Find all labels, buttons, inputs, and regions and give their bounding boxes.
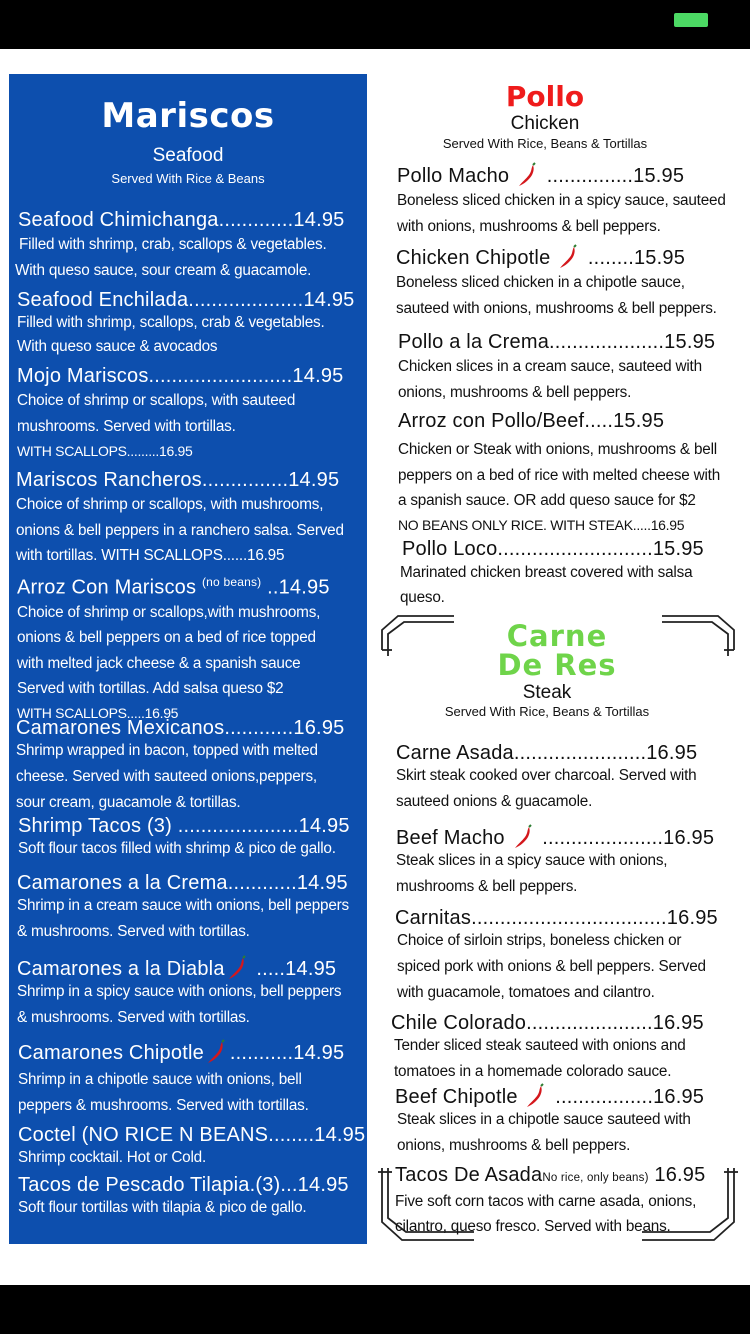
item-desc: queso. — [400, 589, 445, 606]
item-desc: Steak slices in a spicy sauce with onions, — [396, 852, 668, 869]
item-name-row — [396, 824, 714, 850]
item-desc: onions, mushrooms & bell peppers. — [398, 383, 632, 401]
mariscos-note: Served With Rice & Beans — [111, 171, 265, 186]
carne-subtitle: Steak — [522, 682, 572, 703]
item-name-row — [396, 244, 717, 270]
item-name: Tacos de Pescado Tilapia.(3)...14.95 — [18, 1174, 349, 1196]
item-name: Pollo a la Crema....................15.95 — [398, 331, 716, 353]
item-desc: onions & bell peppers on a bed of rice topped — [17, 629, 316, 647]
item-desc: Tender sliced steak sauteed with onions and — [394, 1037, 686, 1054]
item-desc: with tortillas. WITH SCALLOPS......16.95 — [16, 547, 285, 564]
item-name: Shrimp Tacos (3) .....................14.95 — [18, 815, 350, 837]
carne-title-line2: De Res — [497, 648, 617, 682]
item-desc: mushrooms. Served with tortillas. — [17, 417, 236, 435]
mariscos-title: Mariscos — [101, 96, 275, 136]
item-desc: with melted jack cheese & a spanish sauce — [17, 654, 301, 672]
menu-item — [16, 716, 344, 815]
item-desc: Skirt steak cooked over charcoal. Served with — [396, 767, 697, 784]
item-desc: Served with tortillas. Add salsa queso $2 — [17, 680, 284, 698]
item-desc: & mushrooms. Served with tortillas. — [17, 1009, 250, 1026]
menu-item — [395, 1083, 704, 1159]
item-name: Chile Colorado......................16.95 — [391, 1012, 704, 1034]
item-name: Arroz Con Mariscos — [17, 576, 197, 599]
battery-icon — [674, 13, 708, 27]
item-name: Camarones a la Crema............14.95 — [17, 872, 348, 894]
item-desc: with onions, mushrooms & bell peppers. — [397, 217, 661, 235]
item-extra: NO BEANS ONLY RICE. WITH STEAK.....16.95 — [398, 516, 685, 533]
carne-note: Served With Rice, Beans & Tortillas — [444, 704, 650, 719]
item-name-row — [17, 955, 341, 981]
menu-item — [17, 955, 341, 1031]
menu-item — [395, 1163, 705, 1240]
pollo-title: Pollo — [505, 80, 585, 113]
item-price: .....................16.95 — [536, 827, 715, 849]
menu-item — [396, 741, 697, 815]
item-name: Mariscos Rancheros...............14.95 — [16, 469, 340, 491]
item-price: .....14.95 — [250, 958, 337, 980]
item-desc: spiced pork with onions & bell peppers. Served — [397, 958, 706, 975]
chili-pepper-icon — [558, 244, 580, 270]
menu-item — [17, 871, 349, 945]
menu-item — [15, 208, 345, 283]
chili-pepper-icon — [517, 162, 539, 188]
menu-page — [0, 49, 750, 1285]
menu-item — [395, 906, 718, 1005]
item-desc: mushrooms & bell peppers. — [396, 878, 578, 895]
chili-pepper-icon — [206, 1039, 228, 1065]
item-name: Pollo Macho — [397, 165, 510, 187]
item-desc: Marinated chicken breast covered with salsa — [400, 564, 693, 581]
item-desc: onions & bell peppers in a ranchero salsa. Served — [16, 521, 344, 539]
item-desc: Filled with shrimp, scallops, crab & vegetables. — [17, 314, 325, 331]
item-desc: Choice of sirloin strips, boneless chicken or — [397, 932, 682, 949]
item-desc: sour cream, guacamole & tortillas. — [16, 793, 241, 811]
item-desc: peppers & mushrooms. Served with tortillas. — [18, 1096, 309, 1114]
item-price: ...............15.95 — [541, 165, 685, 187]
item-desc: tomatoes in a homemade colorado sauce. — [394, 1063, 672, 1080]
item-desc: With queso sauce & avocados — [17, 338, 218, 355]
item-desc: sauteed onions & guacamole. — [396, 793, 593, 810]
item-name: Seafood Chimichanga.............14.95 — [18, 209, 345, 231]
item-name: Carnitas..................................16.95 — [395, 907, 718, 929]
menu-item — [16, 468, 344, 569]
item-desc: a spanish sauce. OR add queso sauce for $2 — [398, 492, 696, 509]
item-name-row — [17, 570, 330, 600]
item-name: Seafood Enchilada....................14.95 — [17, 289, 355, 311]
item-desc: peppers on a bed of rice with melted cheese with — [398, 466, 721, 484]
item-desc: Shrimp in a cream sauce with onions, bell peppers — [17, 897, 350, 914]
item-name-note: (no beans) — [201, 575, 262, 589]
item-name: Beef Macho — [396, 827, 505, 849]
menu-item — [398, 330, 715, 405]
item-extra: WITH SCALLOPS.........16.95 — [17, 443, 193, 459]
carne-title — [382, 619, 732, 682]
chili-pepper-icon — [525, 1083, 547, 1109]
item-name: Chicken Chipotle — [396, 247, 551, 269]
item-desc: Choice of shrimp or scallops, with mushrooms, — [16, 496, 324, 513]
item-desc: Shrimp in a chipotle sauce with onions, bell — [18, 1071, 302, 1088]
item-desc: Shrimp in a spicy sauce with onions, bell peppers — [17, 983, 342, 1000]
item-desc: Chicken slices in a cream sauce, sauteed with — [398, 358, 702, 375]
bottom-bar — [0, 1285, 750, 1334]
item-name-row — [18, 1039, 344, 1065]
item-desc: Boneless sliced chicken in a spicy sauce, sauteed — [397, 192, 726, 209]
item-desc: & mushrooms. Served with tortillas. — [17, 923, 250, 940]
item-name: Tacos De Asada — [395, 1164, 543, 1186]
item-name: Camarones Chipotle — [18, 1042, 204, 1064]
item-desc: Soft flour tortillas with tilapia & pico de gallo. — [18, 1199, 307, 1216]
item-desc: Steak slices in a chipotle sauce sauteed with — [397, 1111, 691, 1128]
item-price: ...........14.95 — [229, 1042, 345, 1064]
chili-pepper-icon — [227, 955, 249, 981]
item-price: 16.95 — [648, 1164, 706, 1186]
item-desc: sauteed with onions, mushrooms & bell peppers. — [396, 299, 717, 317]
menu-item — [18, 1173, 349, 1219]
menu-item — [398, 409, 720, 535]
item-desc: cilantro, queso fresco. Served with beans. — [395, 1218, 671, 1235]
mariscos-subtitle: Seafood — [152, 145, 224, 166]
item-desc: onions, mushrooms & bell peppers. — [397, 1137, 631, 1154]
menu-item — [397, 162, 726, 239]
item-desc: Chicken or Steak with onions, mushrooms & bell — [398, 441, 717, 458]
menu-item — [17, 364, 343, 461]
item-desc: Filled with shrimp, crab, scallops & vegetables. — [19, 236, 327, 253]
item-name: Arroz con Pollo/Beef.....15.95 — [398, 410, 665, 432]
item-desc: cheese. Served with sauteed onions,peppers, — [16, 768, 317, 785]
menu-item — [18, 1123, 365, 1169]
item-desc: Choice of shrimp or scallops, with sauteed — [17, 392, 296, 409]
menu-item — [18, 1039, 344, 1118]
item-extra: WITH SCALLOPS.....16.95 — [17, 704, 179, 721]
item-desc: Boneless sliced chicken in a chipotle sauce, — [396, 274, 685, 291]
pollo-subtitle: Chicken — [510, 113, 580, 134]
item-desc: With queso sauce, sour cream & guacamole. — [15, 261, 312, 279]
item-desc: with guacamole, tomatoes and cilantro. — [397, 983, 655, 1001]
item-name: Camarones Mexicanos............16.95 — [16, 717, 345, 739]
item-price: ........15.95 — [582, 247, 686, 269]
item-name: Coctel (NO RICE N BEANS........14.95 — [18, 1124, 366, 1146]
chili-pepper-icon — [513, 824, 535, 850]
item-desc: Soft flour tacos filled with shrimp & pico de gallo. — [18, 840, 336, 857]
item-name: Mojo Mariscos.........................14.95 — [17, 365, 344, 387]
item-name-row — [397, 162, 726, 188]
item-name: Beef Chipotle — [395, 1086, 518, 1108]
menu-item — [18, 814, 350, 860]
item-price: ..14.95 — [261, 576, 330, 599]
item-desc: Five soft corn tacos with carne asada, onions, — [395, 1193, 697, 1210]
item-name-row — [395, 1163, 705, 1190]
menu-item — [396, 824, 714, 900]
item-name-note: No rice, only beans) — [542, 1172, 649, 1184]
menu-item — [17, 288, 355, 360]
pollo-note: Served With Rice, Beans & Tortillas — [442, 136, 648, 151]
menu-item — [400, 537, 704, 611]
item-name: Camarones a la Diabla — [17, 958, 225, 980]
carne-title-line1: Carne — [506, 619, 608, 653]
item-desc: Shrimp wrapped in bacon, topped with melted — [16, 742, 318, 759]
mariscos-panel — [9, 74, 367, 1244]
status-bar — [0, 0, 750, 49]
item-name-row — [395, 1083, 704, 1109]
menu-item — [396, 244, 717, 321]
item-price: .................16.95 — [549, 1086, 705, 1108]
item-name: Pollo Loco...........................15.95 — [402, 538, 704, 560]
menu-item — [17, 570, 330, 723]
item-desc: Shrimp cocktail. Hot or Cold. — [18, 1149, 207, 1166]
item-desc: Choice of shrimp or scallops,with mushrooms, — [17, 603, 321, 621]
item-name: Carne Asada.......................16.95 — [396, 742, 698, 764]
menu-item — [391, 1011, 704, 1085]
